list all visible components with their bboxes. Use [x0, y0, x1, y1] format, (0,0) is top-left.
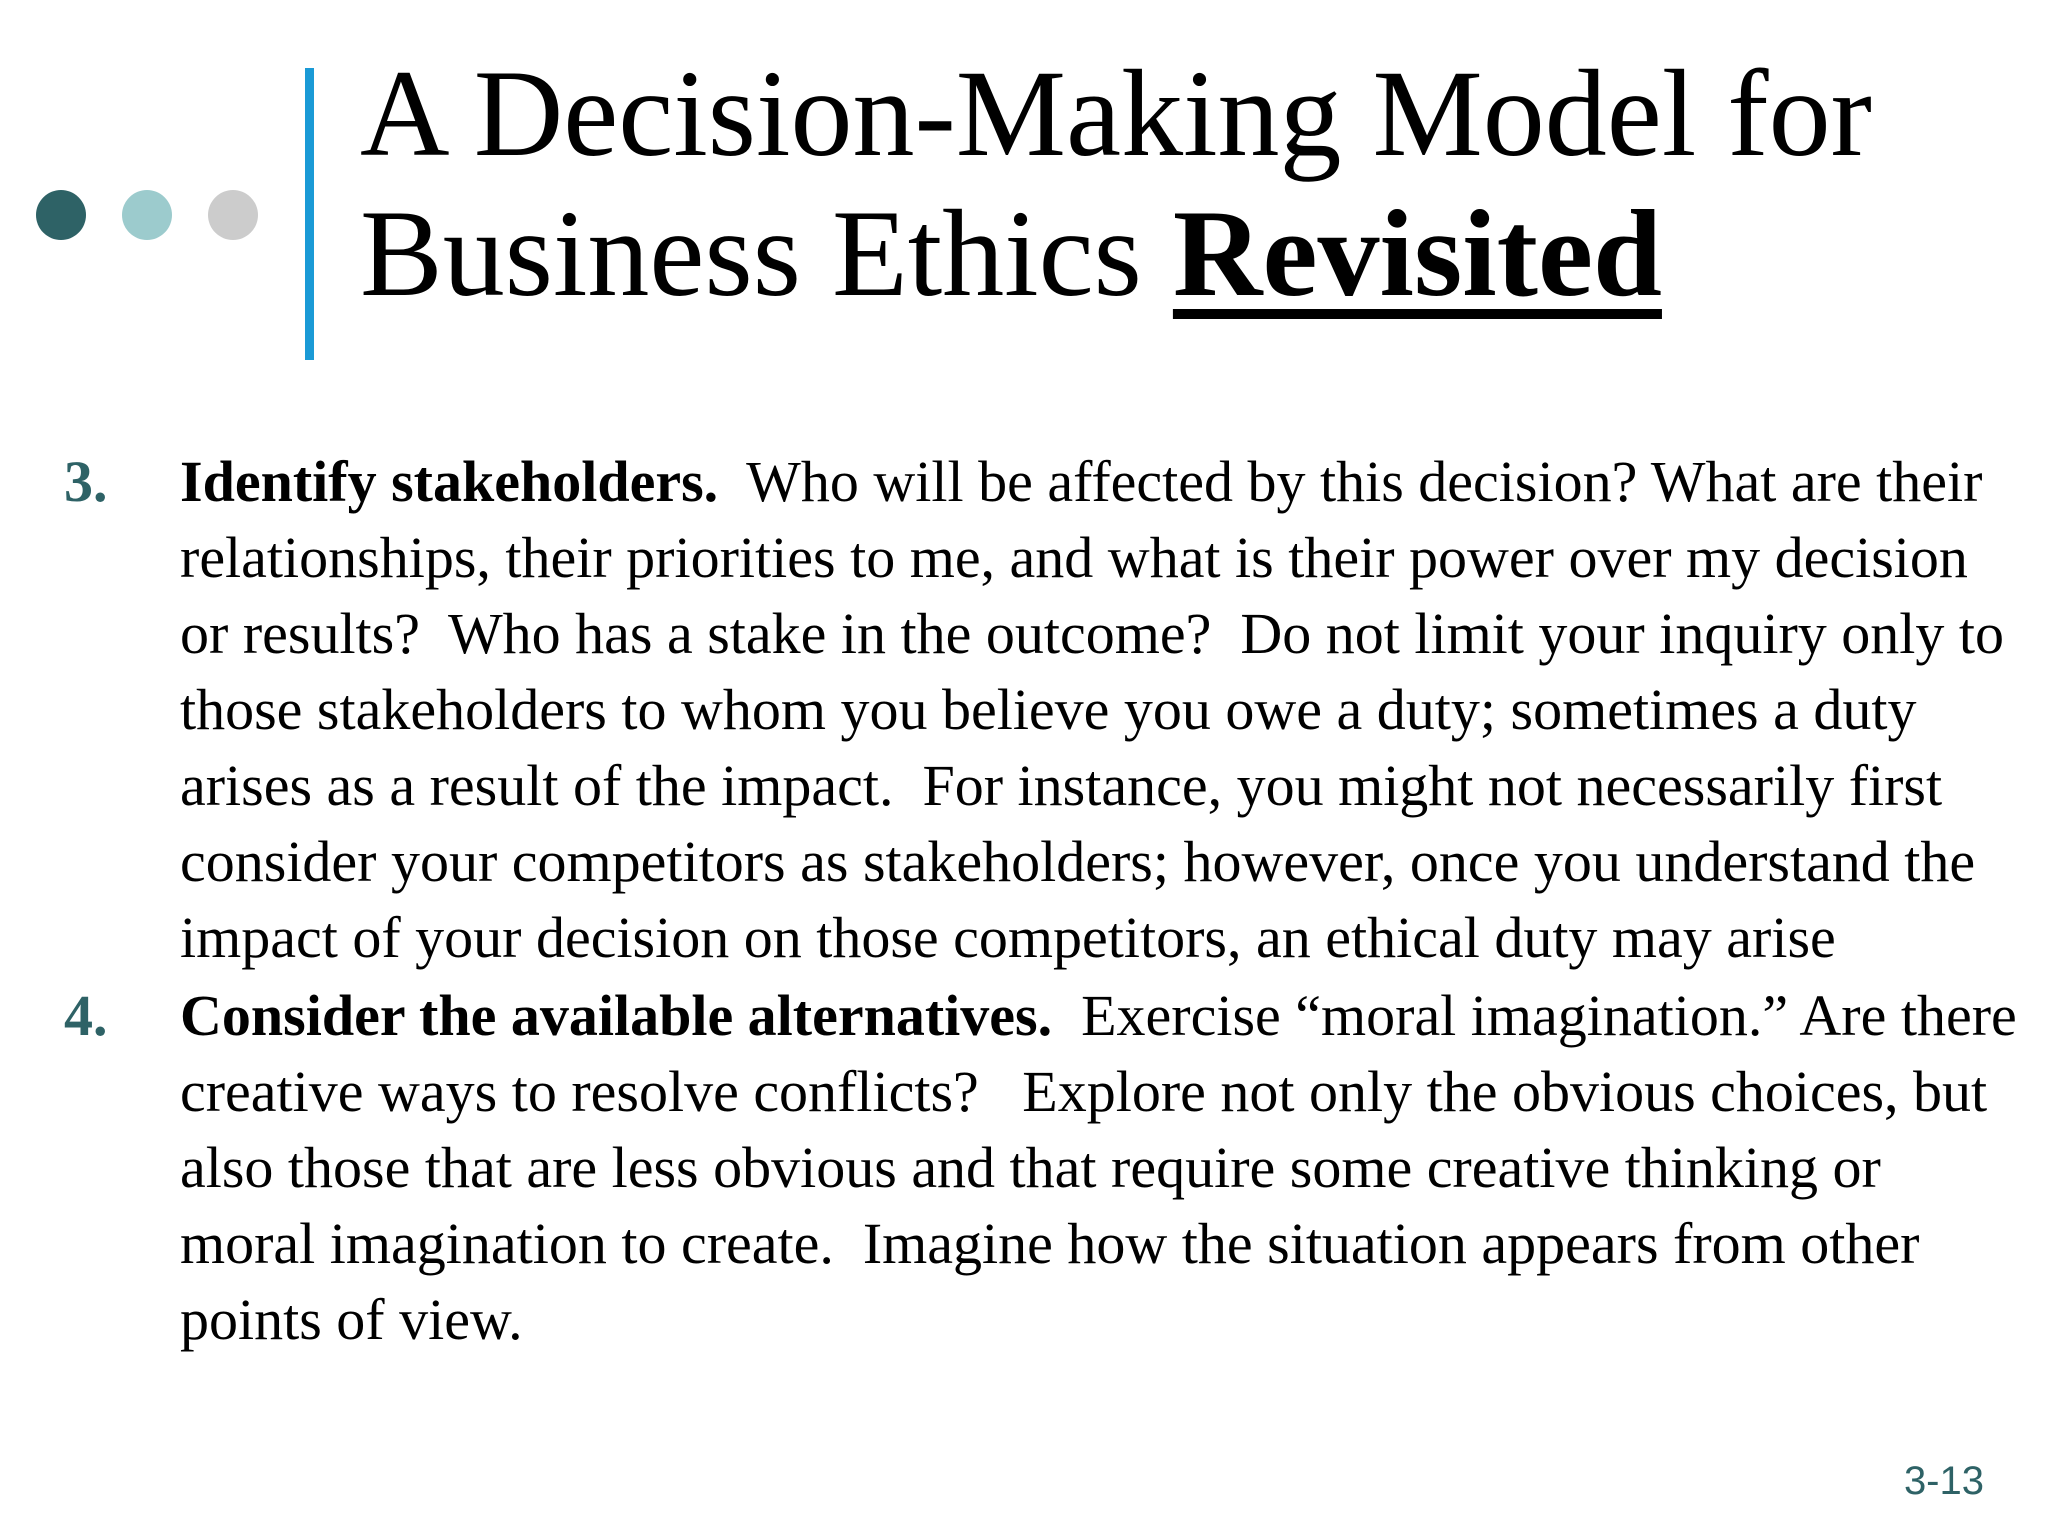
item-text: Who will be affected by this decision? What are their relationships, their priorities to me, and what is their power over my decision or results? Who has a stake in the outcome? Do not limit your inquiry only to those stakeholders to whom you believe you owe a duty; sometimes a duty arises as a result of the impact. For instance, you might not necessarily first consider your competitors as stakeholders; however, once you understand the impact of your decision on those competitors, an ethical duty may arise — [180, 449, 2019, 970]
item-lead: Identify stakeholders. — [180, 449, 719, 514]
decorative-dots — [36, 190, 266, 242]
slide-body — [64, 444, 2032, 1360]
item-number: 3. — [64, 449, 108, 514]
title-accent-rule — [305, 68, 314, 360]
dot-dark-icon — [36, 190, 86, 240]
item-number: 4. — [64, 983, 108, 1048]
title-line-1: A Decision-Making Model for — [360, 45, 1872, 182]
dot-gray-icon — [208, 190, 258, 240]
list-item-4 — [64, 978, 2032, 1358]
title-line-2-prefix: Business Ethics — [360, 185, 1173, 322]
slide-title — [360, 44, 2010, 324]
item-text: Exercise “moral imagination.” Are there creative ways to resolve conflicts? Explore not only the obvious choices, but also those that are less obvious and that require some creative thinking or moral imagination to create. Imagine how the situation appears from other points of view. — [180, 983, 2032, 1352]
list-item-3 — [64, 444, 2024, 976]
title-emphasis: Revisited — [1172, 185, 1662, 322]
item-lead: Consider the available alternatives. — [180, 983, 1053, 1048]
page-number: 3-13 — [1903, 1459, 1984, 1503]
dot-teal-icon — [122, 190, 172, 240]
